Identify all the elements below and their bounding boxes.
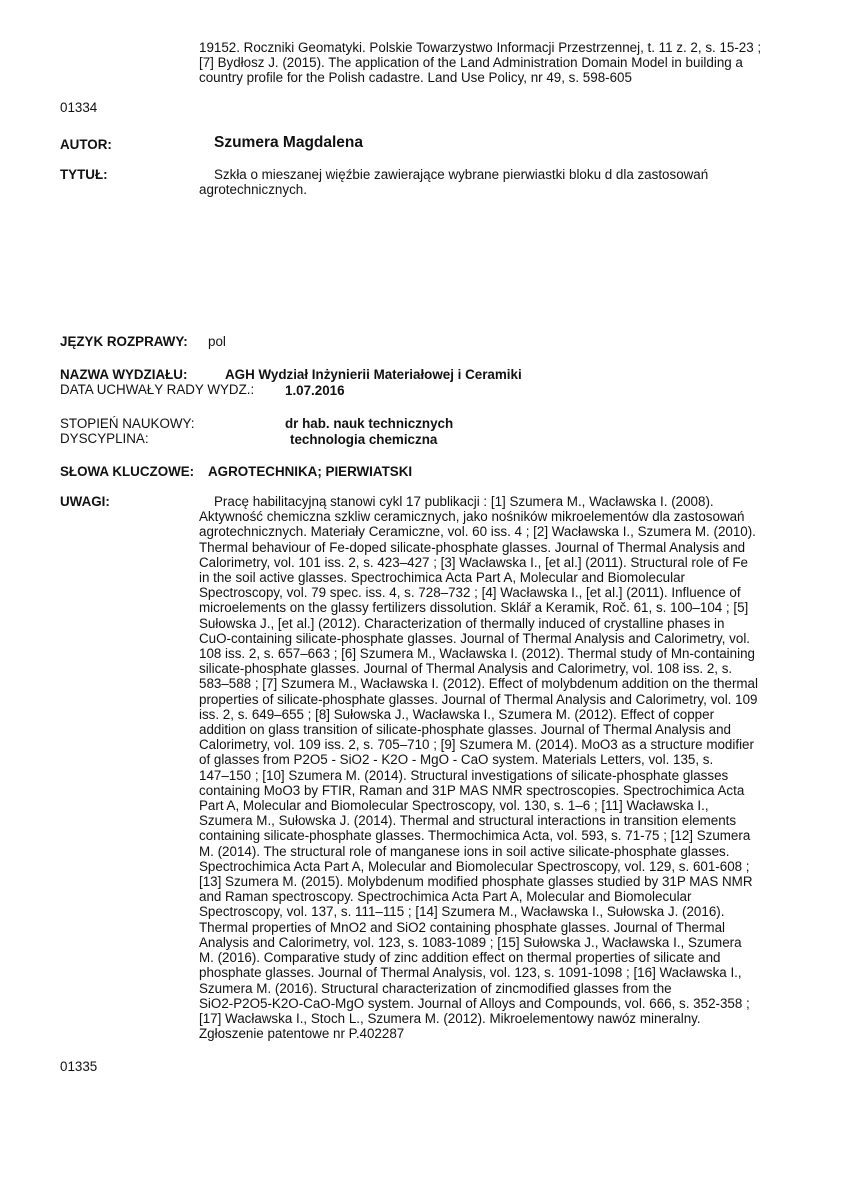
resolution-date-value: 1.07.2016 bbox=[285, 383, 345, 398]
notes-line: of glasses from P2O5 - SiO2 - K2O - MgO - CaO system. Materials Letters, vol. 135, s. bbox=[199, 752, 714, 768]
previous-entry-line: [7] Bydłosz J. (2015). The application of the Land Administration Domain Model in building a bbox=[199, 55, 743, 71]
notes-line: silicate-phosphate glasses. Journal of Thermal Analysis and Calorimetry, vol. 108 iss. 2, s. bbox=[199, 661, 733, 677]
notes-line: Analysis and Calorimetry, vol. 123, s. 1083-1089 ; [15] Sułowska J., Wacławska I., Szumera bbox=[199, 934, 742, 950]
notes-line: Szumera M., Sułowska J. (2014). Thermal and structural interactions in transition elements bbox=[199, 813, 737, 829]
notes-line: CuO-containing silicate-phosphate glasses. Journal of Thermal Analysis and Calorimetry, vol. bbox=[199, 630, 751, 646]
notes-line: Calorimetry, vol. 101 iss. 2, s. 423–427 ; [3] Wacławska I., [et al.] (2011). Structural role of Fe bbox=[199, 554, 748, 570]
notes-line: Thermal behaviour of Fe-doped silicate-phosphate glasses. Journal of Thermal Analysis and bbox=[199, 539, 746, 555]
author-name: Szumera Magdalena bbox=[214, 134, 364, 151]
title-line: agrotechnicznych. bbox=[199, 182, 307, 198]
notes-line: addition on glass transition of silicate-phosphate glasses. Journal of Thermal Analysis and bbox=[199, 722, 731, 738]
keywords-value: AGROTECHNIKA; PIERWIATSKI bbox=[208, 464, 413, 479]
notes-line: Pracę habilitacyjną stanowi cykl 17 publikacji : [1] Szumera M., Wacławska I. (2008). bbox=[214, 494, 714, 509]
discipline-value: technologia chemiczna bbox=[290, 432, 438, 447]
language-label: JĘZYK ROZPRAWY: bbox=[60, 334, 188, 349]
notes-line: Aktywność chemiczna szkliw ceramicznych, jako nośników mikroelementów dla zastosowań bbox=[199, 509, 745, 525]
degree-label: STOPIEŃ NAUKOWY: bbox=[60, 416, 195, 431]
faculty-label: NAZWA WYDZIAŁU: bbox=[60, 367, 188, 382]
notes-line: properties of silicate-phosphate glasses. Journal of Thermal Analysis and Calorimetry, vol. 109 bbox=[199, 691, 758, 707]
resolution-date-label: DATA UCHWAŁY RADY WYDZ.: bbox=[60, 382, 255, 397]
notes-line: 147–150 ; [10] Szumera M. (2014). Structural investigations of silicate-phosphate glasses bbox=[199, 767, 729, 783]
notes-line: in the soil active glasses. Spectrochimica Acta Part A, Molecular and Biomolecular bbox=[199, 570, 686, 586]
notes-line: M. (2016). Comparative study of zinc addition effect on thermal properties of silicate and bbox=[199, 950, 721, 966]
notes-line: phosphate glasses. Journal of Thermal Analysis, vol. 123, s. 1091-1098 ; [16] Wacławska I., bbox=[199, 965, 742, 981]
title-line: Szkła o mieszanej więźbie zawierające wybrane pierwiastki bloku d dla zastosowań bbox=[214, 167, 709, 182]
faculty-value: AGH Wydział Inżynierii Materiałowej i Ceramiki bbox=[225, 367, 522, 382]
notes-line: Sułowska J., [et al.] (2012). Characterization of thermally induced of crystalline phases in bbox=[199, 615, 725, 631]
title-text bbox=[199, 167, 789, 197]
record-number: 01334 bbox=[60, 100, 98, 115]
notes-line: SiO2-P2O5-K2O-CaO-MgO system. Journal of Alloys and Compounds, vol. 666, s. 352-358 ; bbox=[199, 995, 750, 1011]
previous-entry-text bbox=[199, 40, 789, 86]
language-value: pol bbox=[208, 334, 226, 349]
notes-line: agrotechnicznych. Materiały Ceramiczne, vol. 60 iss. 4 ; [2] Wacławska I., Szumera M. (2010). bbox=[199, 524, 756, 540]
notes-line: [13] Szumera M. (2015). Molybdenum modified phosphate glasses studied by 31P MAS NMR bbox=[199, 874, 753, 890]
notes-line: Thermal properties of MnO2 and SiO2 containing phosphate glasses. Journal of Thermal bbox=[199, 919, 725, 935]
notes-line: containing silicate-phosphate glasses. Thermochimica Acta, vol. 593, s. 71-75 ; [12] Szumera bbox=[199, 828, 751, 844]
next-record-number: 01335 bbox=[60, 1059, 98, 1074]
keywords-label: SŁOWA KLUCZOWE: bbox=[60, 464, 195, 479]
notes-line: M. (2014). The structural role of manganese ions in soil active silicate-phosphate glasses. bbox=[199, 843, 730, 859]
degree-value: dr hab. nauk technicznych bbox=[285, 416, 454, 431]
discipline-label: DYSCYPLINA: bbox=[60, 431, 149, 446]
notes-line: Szumera M. (2016). Structural characterization of zincmodified glasses from the bbox=[199, 980, 672, 996]
author-label: AUTOR: bbox=[60, 137, 112, 152]
notes-label: UWAGI: bbox=[60, 494, 110, 509]
notes-line: Spectrochimica Acta Part A, Molecular and Biomolecular Spectroscopy, vol. 129, s. 601-608 ; bbox=[199, 858, 750, 874]
notes-line: 108 iss. 2, s. 657–663 ; [6] Szumera M., Wacławska I. (2012). Thermal study of Mn-containing bbox=[199, 646, 755, 662]
previous-entry-line: country profile for the Polish cadastre. Land Use Policy, nr 49, s. 598-605 bbox=[199, 70, 632, 86]
previous-entry-line: 19152. Roczniki Geomatyki. Polskie Towarzystwo Informacji Przestrzennej, t. 11 z. 2, s. 15-23 ; bbox=[199, 40, 762, 55]
notes-line: Zgłoszenie patentowe nr P.402287 bbox=[199, 1026, 405, 1042]
notes-line: iss. 2, s. 649–655 ; [8] Sułowska J., Wacławska I., Szumera M. (2012). Effect of copper bbox=[199, 706, 715, 722]
notes-line: Spectroscopy, vol. 137, s. 111–115 ; [14] Szumera M., Wacławska I., Sułowska J. (2016). bbox=[199, 904, 725, 920]
notes-line: [17] Wacławska I., Stoch L., Szumera M. (2012). Mikroelementowy nawóz mineralny. bbox=[199, 1010, 701, 1026]
notes-line: microelements on the glassy fertilizers dissolution. Sklář a Keramik, Roč. 61, s. 100–104 ; [5] bbox=[199, 600, 749, 616]
notes-line: Part A, Molecular and Biomolecular Spectroscopy, vol. 130, s. 1–6 ; [11] Wacławska I., bbox=[199, 798, 709, 814]
title-label: TYTUŁ: bbox=[60, 167, 108, 182]
notes-line: containing MoO3 by FTIR, Raman and 31P MAS NMR spectroscopies. Spectrochimica Acta bbox=[199, 782, 745, 798]
notes-line: Spectroscopy, vol. 79 spec. iss. 4, s. 728–732 ; [4] Wacławska I., [et al.] (2011). Influence of bbox=[199, 585, 741, 601]
notes-text bbox=[199, 494, 789, 1041]
notes-line: 583–588 ; [7] Szumera M., Wacławska I. (2012). Effect of molybdenum addition on the thermal bbox=[199, 676, 758, 692]
notes-line: and Raman spectroscopy. Spectrochimica Acta Part A, Molecular and Biomolecular bbox=[199, 889, 692, 905]
notes-line: Calorimetry, vol. 109 iss. 2, s. 705–710 ; [9] Szumera M. (2014). MoO3 as a structure modifier bbox=[199, 737, 754, 753]
